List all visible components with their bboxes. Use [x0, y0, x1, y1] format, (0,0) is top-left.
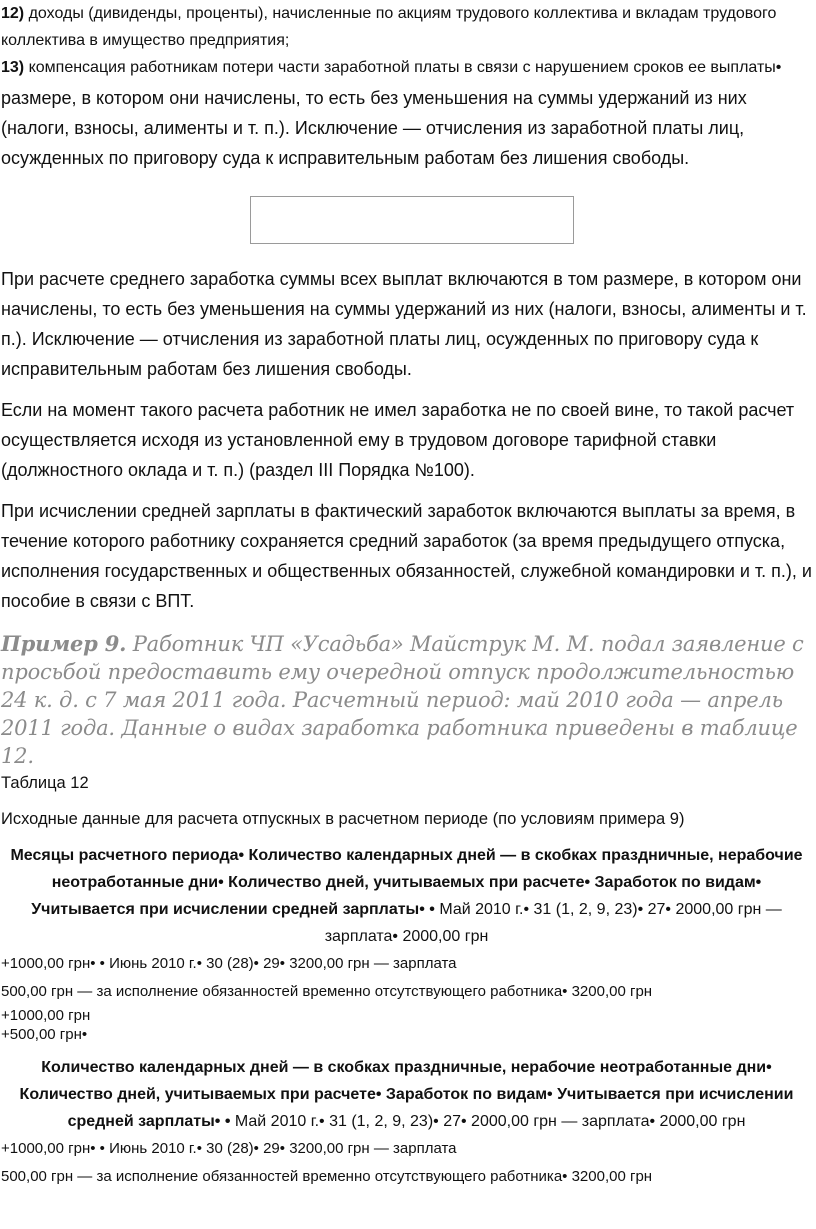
table-row: +1000,00 грн• • Июнь 2010 г.• 30 (28)• 29• 3200,00 грн — зарплата — [1, 1140, 457, 1157]
example-lead: Пример 9. — [1, 631, 127, 656]
continuation-paragraph: размере, в котором они начислены, то есть без уменьшения на суммы удержаний из них (налоги, взносы, алименты и т. п.). Исключение — отчисления из заработной платы лиц, осужденных по приговору суда к исправительным работам без лишения свободы. — [1, 88, 747, 168]
table-first-row-text: Май 2010 г.• 31 (1, 2, 9, 23)• 27• 2000,00 грн — зарплата• 2000,00 грн — [324, 901, 782, 945]
table-header-row — [1, 1054, 812, 1135]
table-row: +1000,00 грн — [1, 1007, 91, 1024]
paragraph-actual-earnings: При исчислении средней зарплаты в фактический заработок включаются выплаты за время, в течение которого работнику сохраняется средний заработок (за время предыдущего отпуска, исполнения государственных и общественных обязанностей, служебной командировки и т. п.), и пособие в связи с ВПТ. — [1, 501, 812, 611]
table-title: Исходные данные для расчета отпускных в расчетном периоде (по условиям примера 9) — [1, 810, 685, 828]
paragraph-average-earnings: При расчете среднего заработка суммы всех выплат включаются в том размере, в котором они начислены, то есть без уменьшения на суммы удержаний из них (налоги, взносы, алименты и т. п.). Исключение — отчисления из заработной платы лиц, осужденных по приговору суда к исправительным работам без лишения свободы. — [1, 269, 807, 379]
table-block-2 — [1, 1054, 812, 1191]
list-item-13 — [1, 54, 812, 81]
list-number: 12) — [1, 5, 25, 22]
table-row: +1000,00 грн• • Июнь 2010 г.• 30 (28)• 29• 3200,00 грн — зарплата — [1, 955, 457, 972]
table-row: 500,00 грн — за исполнение обязанностей временно отсутствующего работника• 3200,00 грн — [1, 1168, 653, 1185]
example-paragraph — [1, 630, 812, 770]
image-placeholder — [250, 196, 574, 244]
table-header-text: Месяцы расчетного периода• Количество календарных дней — в скобках праздничные, нерабочие неотработанные дни• Количество дней, учитываемых при расчете• Заработок по видам• Учитывается при исчислении средней зарплаты• • — [10, 847, 803, 918]
example-text: Работник ЧП «Усадьба» Майструк М. М. подал заявление с просьбой предоставить ему очередной отпуск продолжительностью 24 к. д. с 7 мая 2011 года. Расчетный период: май 2010 года — апрель 2011 года. Данные о видах заработка работника приведены в таблице 12. — [1, 632, 804, 768]
table-first-row-text: Май 2010 г.• 31 (1, 2, 9, 23)• 27• 2000,00 грн — зарплата• 2000,00 грн — [230, 1113, 746, 1130]
table-row: 500,00 грн — за исполнение обязанностей временно отсутствующего работника• 3200,00 грн — [1, 983, 653, 1000]
table-block-1 — [1, 842, 812, 1044]
table-row: +500,00 грн• — [1, 1026, 88, 1043]
table-header-text: Количество календарных дней — в скобках праздничные, нерабочие неотработанные дни• Количество дней, учитываемых при расчете• Заработок по видам• Учитывается при исчислении средней зарплаты• • — [19, 1059, 794, 1130]
list-number: 13) — [1, 59, 25, 76]
list-item-12 — [1, 0, 812, 54]
table-header-row — [1, 842, 812, 950]
table-caption: Таблица 12 — [1, 774, 89, 792]
list-text: компенсация работникам потери части заработной платы в связи с нарушением сроков ее выплаты• — [24, 59, 782, 76]
list-text: доходы (дивиденды, проценты), начисленные по акциям трудового коллектива и вкладам трудового коллектива в имущество предприятия; — [1, 5, 777, 49]
paragraph-no-earnings: Если на момент такого расчета работник не имел заработка не по своей вине, то такой расчет осуществляется исходя из установленной ему в трудовом договоре тарифной ставки (должностного оклада и т. п.) (раздел III Порядка №100). — [1, 400, 795, 480]
